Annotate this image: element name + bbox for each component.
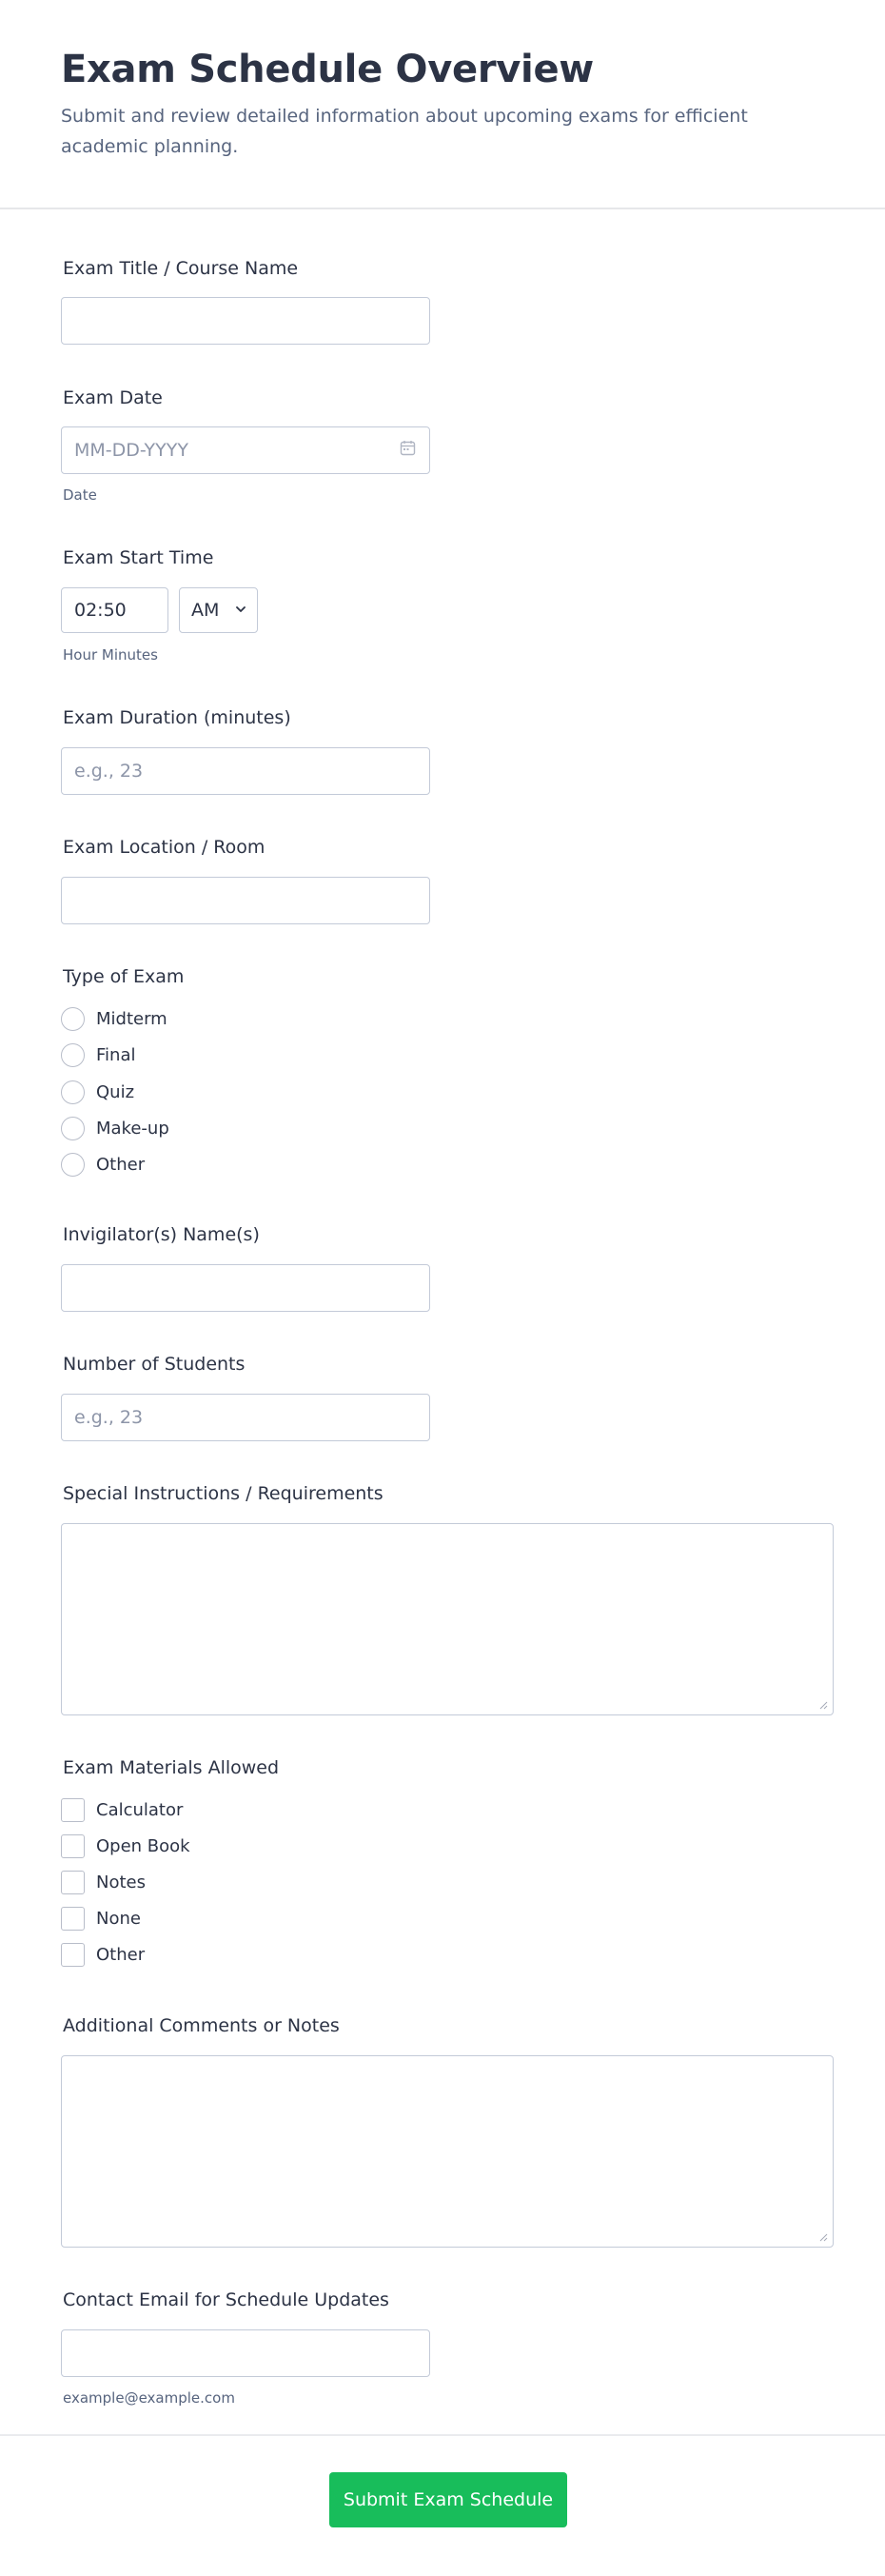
radio-button[interactable]	[61, 1153, 85, 1177]
option-label: Other	[96, 1944, 146, 1965]
exam-type-option-final[interactable]	[61, 1042, 135, 1067]
option-label: Final	[96, 1044, 136, 1065]
duration-input[interactable]	[61, 747, 430, 795]
resize-grip-icon[interactable]	[818, 2232, 828, 2242]
radio-button[interactable]	[61, 1043, 85, 1067]
special-instructions-label: Special Instructions / Requirements	[63, 1483, 384, 1504]
num-students-label: Number of Students	[63, 1354, 246, 1375]
exam-title-label: Exam Title / Course Name	[63, 258, 299, 279]
materials-option-notes[interactable]	[61, 1870, 146, 1894]
location-label: Exam Location / Room	[63, 837, 266, 858]
submit-button[interactable]: Submit Exam Schedule	[329, 2472, 567, 2527]
duration-label: Exam Duration (minutes)	[63, 707, 291, 728]
checkbox[interactable]	[61, 1834, 85, 1858]
location-input[interactable]	[61, 877, 430, 924]
option-label: Midterm	[96, 1008, 167, 1029]
contact-email-label: Contact Email for Schedule Updates	[63, 2289, 389, 2310]
option-label: Other	[96, 1154, 146, 1175]
materials-option-open-book[interactable]	[61, 1833, 190, 1858]
contact-email-input[interactable]	[61, 2329, 430, 2377]
comments-label: Additional Comments or Notes	[63, 2015, 340, 2036]
option-label: Open Book	[96, 1835, 190, 1856]
materials-option-none[interactable]	[61, 1906, 141, 1931]
checkbox[interactable]	[61, 1798, 85, 1822]
calendar-icon[interactable]	[400, 440, 416, 456]
exam-type-option-makeup[interactable]	[61, 1116, 169, 1140]
resize-grip-icon[interactable]	[818, 1700, 828, 1710]
materials-option-calculator[interactable]	[61, 1797, 183, 1822]
chevron-down-icon	[234, 604, 247, 614]
exam-date-label: Exam Date	[63, 387, 163, 408]
special-instructions-textarea[interactable]	[61, 1523, 834, 1715]
materials-option-other[interactable]	[61, 1942, 145, 1967]
checkbox[interactable]	[61, 1871, 85, 1894]
page-title: Exam Schedule Overview	[61, 48, 594, 91]
checkbox[interactable]	[61, 1943, 85, 1967]
exam-title-input[interactable]	[61, 297, 430, 345]
option-label: Make-up	[96, 1118, 169, 1139]
start-time-sublabel: Hour Minutes	[63, 646, 158, 664]
exam-date-sublabel: Date	[63, 486, 97, 504]
comments-textarea[interactable]	[61, 2055, 834, 2248]
exam-type-option-quiz[interactable]	[61, 1080, 134, 1104]
start-time-input[interactable]	[61, 587, 168, 633]
exam-date-input[interactable]	[61, 426, 430, 474]
exam-type-option-other[interactable]	[61, 1152, 145, 1177]
option-label: Calculator	[96, 1799, 184, 1820]
radio-button[interactable]	[61, 1007, 85, 1031]
option-label: Notes	[96, 1872, 146, 1892]
exam-type-option-midterm[interactable]	[61, 1006, 167, 1031]
contact-email-sublabel: example@example.com	[63, 2389, 235, 2407]
invigilators-label: Invigilator(s) Name(s)	[63, 1224, 260, 1245]
materials-label: Exam Materials Allowed	[63, 1757, 280, 1778]
ampm-select[interactable]	[179, 587, 258, 633]
form-header	[0, 0, 885, 209]
exam-type-label: Type of Exam	[63, 966, 185, 987]
num-students-input[interactable]	[61, 1394, 430, 1441]
ampm-value: AM	[191, 600, 220, 621]
option-label: Quiz	[96, 1081, 135, 1102]
footer-divider	[0, 2434, 885, 2436]
start-time-label: Exam Start Time	[63, 547, 214, 568]
checkbox[interactable]	[61, 1907, 85, 1931]
radio-button[interactable]	[61, 1117, 85, 1140]
page-subtitle: Submit and review detailed information about upcoming exams for efficient academic planning.	[61, 106, 748, 157]
radio-button[interactable]	[61, 1080, 85, 1104]
invigilators-input[interactable]	[61, 1264, 430, 1312]
option-label: None	[96, 1908, 141, 1929]
